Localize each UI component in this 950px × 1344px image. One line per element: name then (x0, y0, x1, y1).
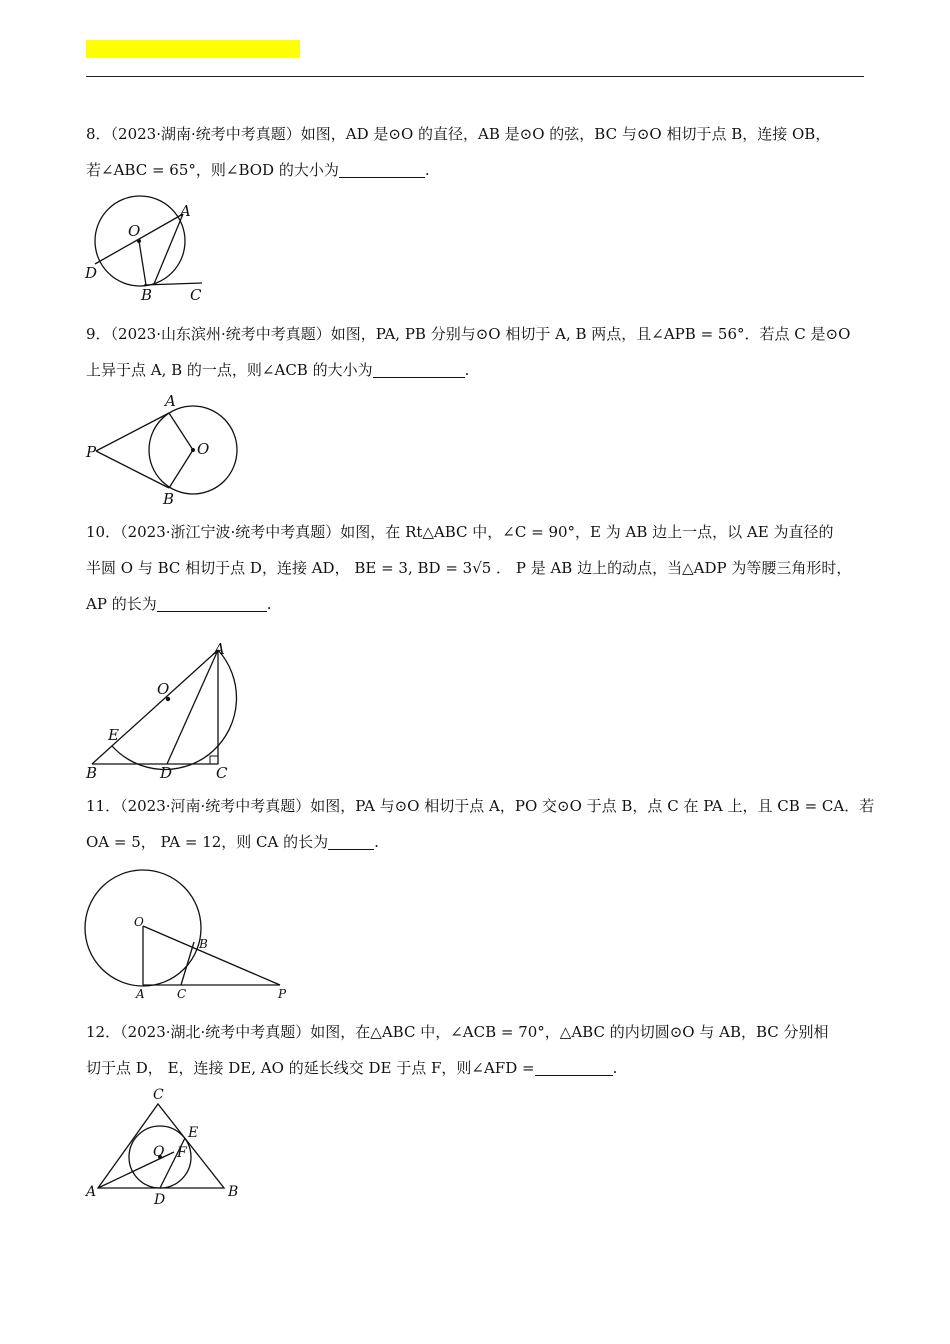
figure-8 (84, 196, 224, 306)
point-label: O (153, 1144, 165, 1160)
problem-12 (86, 1014, 864, 1086)
problem-line: 11．（2023·河南·统考中考真题）如图，PA 与⊙O 相切于点 A，PO 交⊙O 于点 B，点 C 在 PA 上，且 CB = CA．若 (86, 797, 875, 815)
problem-line-text: AP 的长为 (86, 595, 157, 613)
problem-end-mark: . (266, 595, 272, 613)
segment-po (143, 926, 280, 985)
figure-10-diagram (84, 640, 254, 780)
point-label: D (154, 1192, 166, 1208)
problem-line (86, 1050, 864, 1086)
point-label: D (85, 264, 98, 282)
problem-line: 8．（2023·湖南·统考中考真题）如图，AD 是⊙O 的直径，AB 是⊙O 的弦，BC 与⊙O 相切于点 B，连接 OB， (86, 125, 831, 143)
problem-9 (86, 316, 864, 388)
point-label: O (134, 915, 144, 929)
problem-line (86, 824, 864, 860)
figure-11 (84, 868, 304, 1003)
answer-blank (157, 595, 267, 612)
point-label: O (157, 680, 170, 698)
tangent-pb (96, 451, 169, 488)
point-label: E (188, 1125, 199, 1141)
problem-line-text: 上异于点 A, B 的一点，则∠ACB 的大小为 (86, 361, 373, 379)
header-rule (86, 76, 864, 77)
point-label: A (165, 392, 176, 410)
figure-9 (84, 392, 244, 507)
point-label: C (190, 286, 202, 304)
point-label: B (199, 937, 208, 951)
problem-line-text: 若∠ABC = 65°，则∠BOD 的大小为 (86, 161, 339, 179)
figure-9-diagram (84, 392, 244, 507)
problem-line-text: 切于点 D， E，连接 DE, AO 的延长线交 DE 于点 F，则∠AFD = (86, 1059, 535, 1077)
point-label: O (197, 440, 210, 458)
answer-blank (373, 361, 465, 378)
point-label: E (108, 726, 119, 744)
figure-12 (84, 1086, 254, 1212)
point-label: B (86, 764, 98, 782)
header-highlight-bar (86, 40, 300, 58)
side-ab (92, 650, 218, 764)
point-label: C (177, 987, 187, 1001)
problem-line-text: OA = 5， PA = 12，则 CA 的长为 (86, 833, 329, 851)
point-label: D (160, 764, 173, 782)
point-label: B (163, 490, 175, 508)
point-label: O (128, 222, 141, 240)
answer-blank (339, 161, 425, 178)
figure-8-diagram (84, 196, 224, 306)
problem-end-mark: . (424, 161, 430, 179)
point-label: A (86, 1184, 97, 1200)
problem-11 (86, 788, 875, 860)
point-label: F (177, 1145, 187, 1161)
segment-ob (139, 241, 146, 285)
point-label: C (153, 1087, 164, 1103)
problem-line: 12．（2023·湖北·统考中考真题）如图，在△ABC 中，∠ACB = 70°，△ABC 的内切圆⊙O 与 AB，BC 分别相 (86, 1023, 829, 1041)
problem-line (86, 352, 864, 388)
problem-line (86, 152, 864, 188)
answer-blank (328, 833, 374, 850)
center-dot (191, 448, 195, 452)
point-label: B (228, 1184, 239, 1200)
problem-end-mark: . (612, 1059, 618, 1077)
radius-oa (169, 413, 193, 450)
problem-10 (86, 514, 864, 622)
point-label: P (86, 443, 97, 461)
problem-end-mark: . (464, 361, 470, 379)
problem-line: 9．（2023·山东滨州·统考中考真题）如图，PA, PB 分别与⊙O 相切于 A, B 两点，且∠APB = 56°．若点 C 是⊙O (86, 325, 851, 343)
point-label: C (216, 764, 228, 782)
point-label: P (278, 987, 287, 1001)
segment-ab (154, 214, 183, 284)
segment-ad (167, 650, 218, 764)
point-label: A (136, 987, 145, 1001)
point-label: B (141, 286, 153, 304)
problem-end-mark: . (374, 833, 379, 851)
figure-12-diagram (84, 1086, 254, 1212)
problem-line: 10．（2023·浙江宁波·统考中考真题）如图，在 Rt△ABC 中，∠C = 90°，E 为 AB 边上一点，以 AE 为直径的 (86, 523, 834, 541)
answer-blank (535, 1059, 613, 1076)
point-label: A (214, 640, 225, 658)
point-label: A (180, 202, 191, 220)
segment-cb (181, 942, 194, 985)
figure-11-diagram (84, 868, 304, 1003)
figure-10 (84, 640, 254, 780)
problem-line (86, 586, 864, 622)
problem-line: 半圆 O 与 BC 相切于点 D，连接 AD， BE = 3, BD = 3√5 ． P 是 AB 边上的动点，当△ADP 为等腰三角形时， (86, 559, 852, 577)
tangent-pa (96, 413, 169, 451)
radius-ob (169, 450, 193, 488)
right-angle-mark (210, 756, 218, 764)
problem-8 (86, 116, 864, 188)
